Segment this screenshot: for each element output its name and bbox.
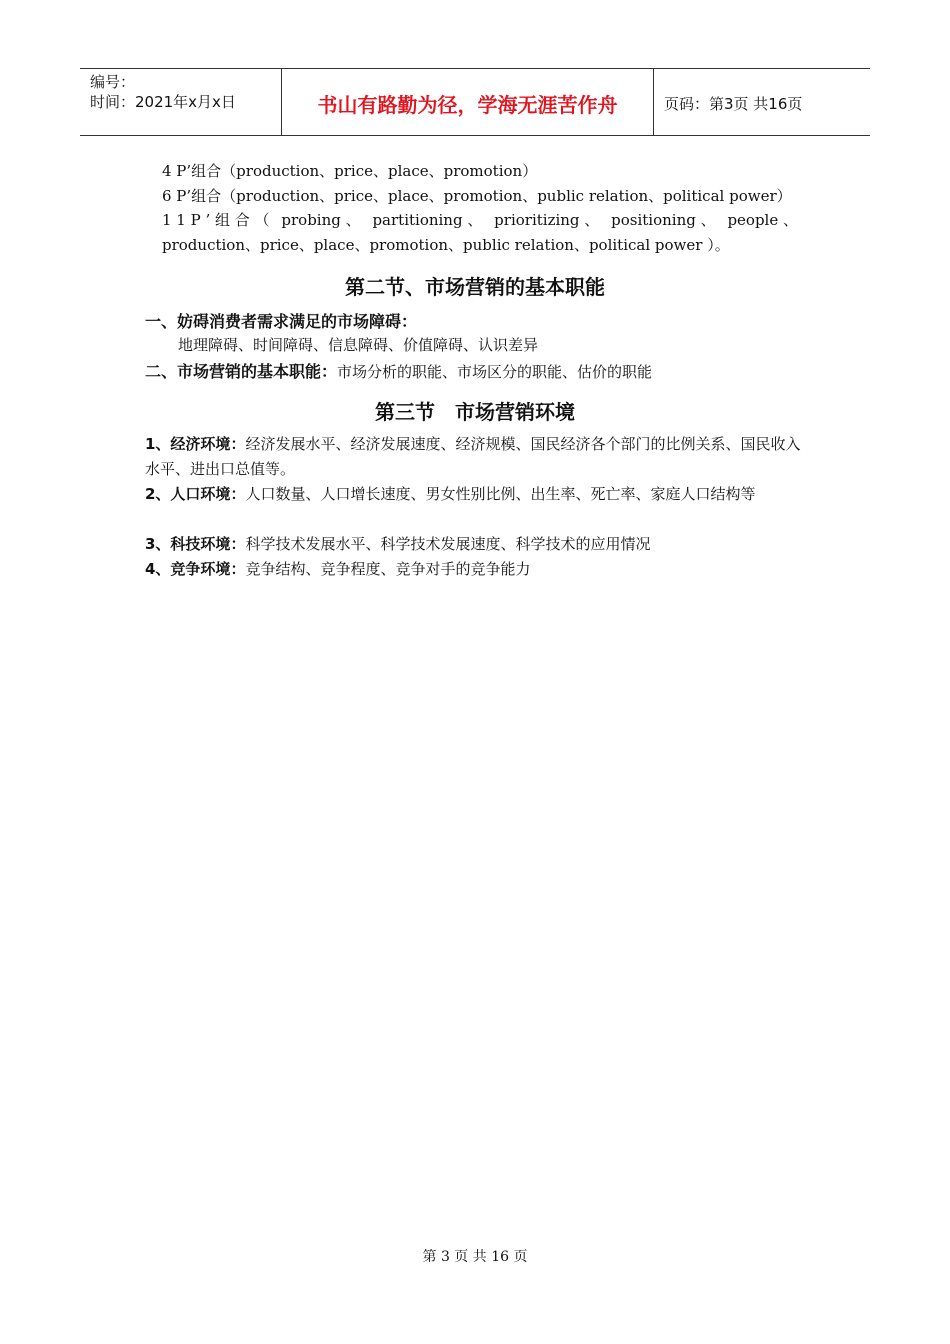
mix-11p xyxy=(162,208,798,258)
section2-title: 第二节、市场营销的基本职能 xyxy=(345,275,605,299)
header-page-info: 页码：第3页 共16页 xyxy=(664,94,803,113)
item-body: 科学技术发展水平、科学技术发展速度、科学技术的应用情况 xyxy=(245,535,651,553)
section3-title: 第三节 市场营销环境 xyxy=(375,400,575,424)
section3-item-4 xyxy=(145,557,810,582)
section2-item1-body: 地理障碍、时间障碍、信息障碍、价值障碍、认识差异 xyxy=(178,336,539,354)
mix-4p: 4 P’组合（production、price、place、promotion） xyxy=(162,162,538,180)
section3-item-1 xyxy=(145,432,810,482)
mix-11p-part: partitioning 、 xyxy=(372,211,483,229)
item-body: 竞争结构、竞争程度、竞争对手的竞争能力 xyxy=(245,560,531,578)
item-head: 1、经济环境： xyxy=(145,435,246,453)
mix-11p-part: positioning 、 xyxy=(611,211,716,229)
time-label: 时间：2021年x月x日 xyxy=(90,93,236,111)
mix-11p-line1 xyxy=(162,208,798,233)
item-head: 二、市场营销的基本职能： xyxy=(145,362,338,381)
mix-11p-line2: production、price、place、promotion、public relation、political power ）。 xyxy=(162,236,730,254)
section2-item1-head xyxy=(145,309,417,334)
section3-item-3 xyxy=(145,532,810,557)
page-footer: 第 3 页 共 16 页 xyxy=(422,1249,528,1265)
mix-11p-part: 1 1 P ’ 组 合 （ xyxy=(162,211,270,229)
section2-item2 xyxy=(145,359,652,385)
section3-item-2 xyxy=(145,482,810,507)
mix-11p-part: prioritizing 、 xyxy=(494,211,600,229)
item-head: 4、竞争环境： xyxy=(145,560,246,578)
item-head: 2、人口环境： xyxy=(145,485,246,503)
mix-11p-part: probing 、 xyxy=(281,211,361,229)
item-body: 经济发展水平、经济发展速度、经济规模、国民经济各个部门的比例关系、国民收入水平、进出口总值等。 xyxy=(145,435,801,478)
number-label: 编号： xyxy=(90,73,136,91)
item-body: 市场分析的职能、市场区分的职能、估价的职能 xyxy=(337,363,653,381)
item-body: 人口数量、人口增长速度、男女性别比例、出生率、死亡率、家庭人口结构等 xyxy=(245,485,756,503)
item-head: 3、科技环境： xyxy=(145,535,246,553)
header-motto: 书山有路勤为径，学海无涯苦作舟 xyxy=(282,69,654,135)
mix-11p-part: people 、 xyxy=(727,211,798,229)
page-header xyxy=(80,68,870,136)
header-meta xyxy=(80,69,282,135)
item-head: 一、妨碍消费者需求满足的市场障碍： xyxy=(145,312,418,331)
mix-6p: 6 P’组合（production、price、place、promotion、public relation、political power） xyxy=(162,187,792,205)
